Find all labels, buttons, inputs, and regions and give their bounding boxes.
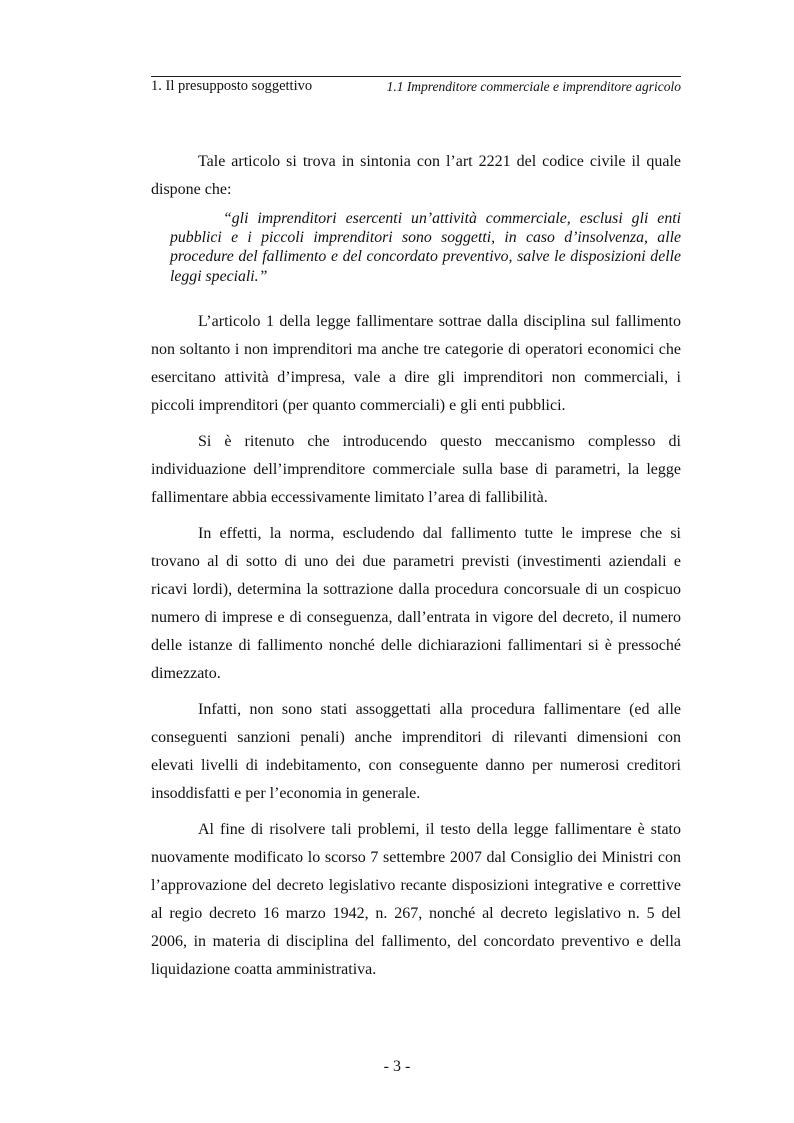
body-paragraph: L’articolo 1 della legge fallimentare sottrae dalla disciplina sul fallimento non soltanto i non imprenditori ma anche tre categorie di operatori economici che esercitano attività d’impresa, vale a dire gli imprenditori non commerciali, i piccoli imprenditori (per quanto commerciali) e gli enti pubblici. <box>151 312 681 414</box>
quoted-article: “gli imprenditori esercenti un’attività commerciale, esclusi gli enti pubblici e i piccoli imprenditori sono soggetti, in caso d’insolvenza, alle procedure del fallimento e del concordato preventivo, salve le disposizioni delle leggi speciali.” <box>170 210 681 285</box>
running-header <box>151 76 681 95</box>
body-paragraph: Si è ritenuto che introducendo questo meccanismo complesso di individuazione dell’imprenditore commerciale sulla base di parametri, la legge fallimentare abbia eccessivamente limitato l’area di fallibilità. <box>151 432 681 506</box>
intro-paragraph: Tale articolo si trova in sintonia con l’art 2221 del codice civile il quale dispone che: <box>151 153 681 198</box>
chapter-title: 1. Il presupposto soggettivo <box>151 78 313 94</box>
body-paragraph: Al fine di risolvere tali problemi, il testo della legge fallimentare è stato nuovamente modificato lo scorso 7 settembre 2007 dal Consiglio dei Ministri con l’approvazione del decreto legislativo recante disposizioni integrative e correttive al regio decreto 16 marzo 1942, n. 267, nonché al decreto legislativo n. 5 del 2006, in materia di disciplina del fallimento, del concordato preventivo e della liquidazione coatta amministrativa. <box>151 820 681 978</box>
page-number: - 3 - <box>383 1058 411 1075</box>
body-paragraph: Infatti, non sono stati assoggettati alla procedura fallimentare (ed alle conseguenti sanzioni penali) anche imprenditori di rilevanti dimensioni con elevati livelli di indebitamento, con conseguente danno per numerosi creditori insoddisfatti e per l’economia in generale. <box>151 700 681 802</box>
section-title: 1.1 Imprenditore commerciale e imprenditore agricolo <box>386 79 681 94</box>
page-body <box>151 148 681 992</box>
body-paragraph: In effetti, la norma, escludendo dal fallimento tutte le imprese che si trovano al di sotto di uno dei due parametri previsti (investimenti aziendali e ricavi lordi), determina la sottrazione dalla procedura concorsuale di un cospicuo numero di imprese e di conseguenza, dall’entrata in vigore del decreto, il numero delle istanze di fallimento nonché delle dichiarazioni fallimentari si è pressoché dimezzato. <box>151 524 681 682</box>
